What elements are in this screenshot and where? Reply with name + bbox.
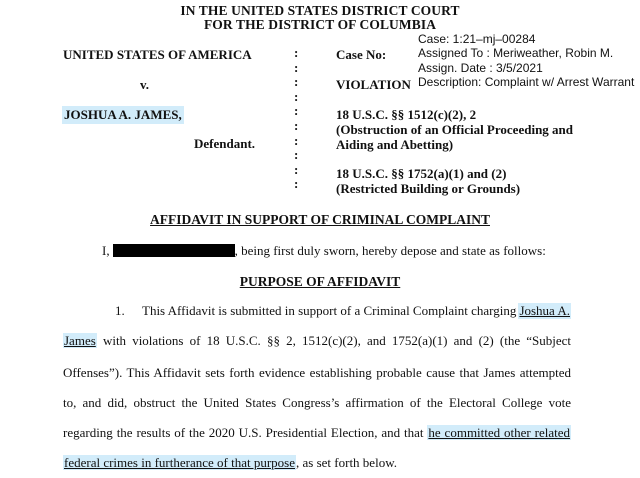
oath-prefix: I,: [102, 243, 110, 258]
caption-colon: :: [294, 74, 299, 90]
stamp-case-number: Case: 1:21–mj–00284: [418, 32, 536, 46]
highlighted-name: Joshua A.: [519, 303, 570, 318]
highlighted-phrase: federal crimes in furtherance of that purpose: [64, 455, 296, 470]
caption-colon: :: [294, 176, 299, 192]
caption-colon: :: [294, 132, 299, 148]
paragraph-1-text: , as set forth below.: [296, 455, 397, 470]
caption-colon: :: [294, 117, 299, 133]
highlighted-name: James: [64, 333, 96, 348]
stamp-assign-date: Assign. Date : 3/5/2021: [418, 60, 543, 75]
affidavit-title: AFFIDAVIT IN SUPPORT OF CRIMINAL COMPLAINT: [150, 212, 490, 227]
versus-text: v.: [140, 77, 150, 92]
caption-colon: :: [294, 45, 299, 60]
caption-colon: :: [294, 161, 299, 177]
highlighted-phrase: he committed other related: [428, 425, 571, 440]
paragraph-1-line-3: Offenses”). This Affidavit sets forth evidence establishing probable cause that James attempted: [63, 365, 571, 380]
paragraph-1-line-5: [63, 425, 571, 441]
case-number-label: Case No:: [336, 47, 387, 62]
charge-2-code: 18 U.S.C. §§ 1752(a)(1) and (2): [336, 166, 507, 181]
oath-line: [102, 243, 546, 259]
charge-1-description-line-1: (Obstruction of an Official Proceeding and: [336, 122, 574, 137]
paragraph-1-text: This Affidavit is submitted in support of a Criminal Complaint charging: [142, 303, 517, 318]
paragraph-number: 1.: [115, 303, 125, 318]
oath-suffix: , being first duly sworn, hereby depose and state as follows:: [234, 243, 546, 258]
court-name-line-1: IN THE UNITED STATES DISTRICT COURT: [180, 3, 460, 18]
stamp-assigned-to: Assigned To : Meriweather, Robin M.: [418, 46, 614, 61]
defendant-name: JOSHUA A. JAMES,: [64, 107, 182, 122]
charge-1-description-line-2: Aiding and Abetting): [336, 137, 454, 152]
case-assignment-stamp: [418, 32, 634, 89]
charge-1-code: 18 U.S.C. §§ 1512(c)(2), 2: [336, 107, 477, 122]
caption-colon: :: [294, 59, 299, 75]
caption-colon: :: [294, 147, 299, 163]
plaintiff-name: UNITED STATES OF AMERICA: [63, 47, 252, 62]
paragraph-1-line-2: [63, 333, 571, 349]
caption-colon: :: [294, 88, 299, 104]
caption-colon-column: [294, 46, 304, 192]
paragraph-1-line-4: to, and did, obstruct the United States Congress’s affirmation of the Electoral College vote: [63, 395, 571, 410]
caption-colon: :: [294, 103, 299, 119]
redaction-bar: [113, 244, 235, 257]
paragraph-1-text: regarding the results of the 2020 U.S. Presidential Election, and that: [63, 425, 424, 440]
paragraph-1-line-6: [63, 455, 571, 471]
court-name-line-2: FOR THE DISTRICT OF COLUMBIA: [203, 17, 437, 32]
charge-2-description: (Restricted Building or Grounds): [336, 181, 521, 196]
stamp-description: Description: Complaint w/ Arrest Warrant: [418, 74, 635, 89]
defendant-label: Defendant.: [194, 136, 256, 151]
purpose-heading: PURPOSE OF AFFIDAVIT: [239, 274, 401, 289]
paragraph-1-text: with violations of 18 U.S.C. §§ 2, 1512(c)(2), and 1752(a)(1) and (2) (the “Subject: [102, 333, 571, 348]
violation-label: VIOLATION: [336, 77, 411, 92]
